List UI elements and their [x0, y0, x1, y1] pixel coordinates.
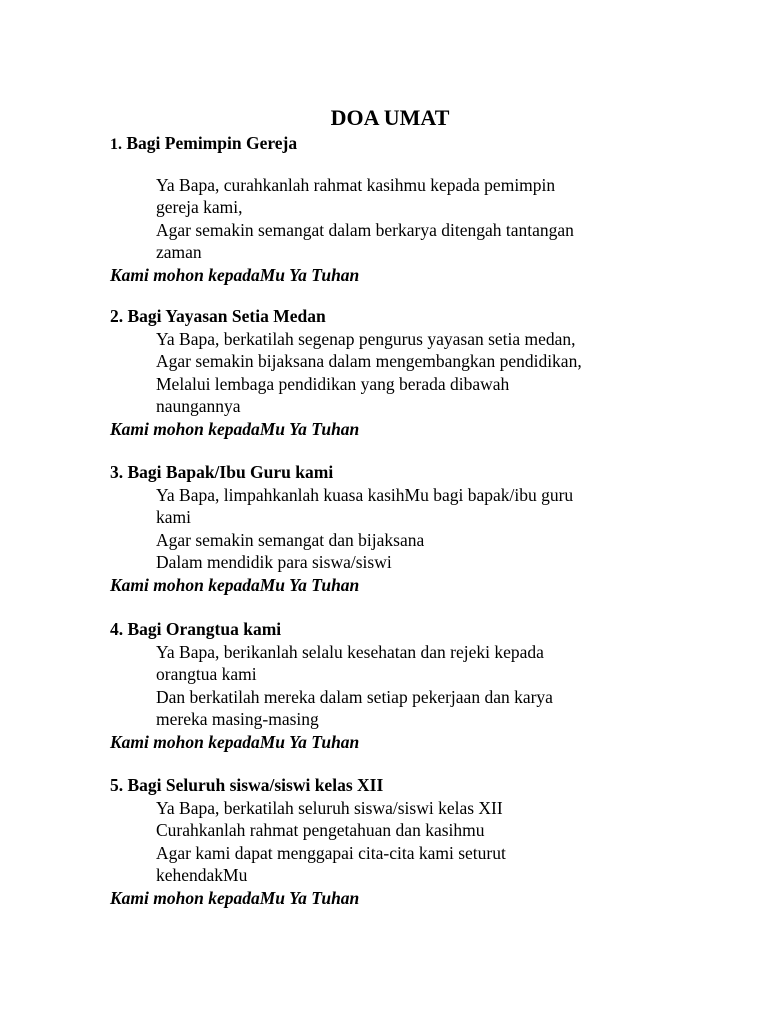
- section-heading: [110, 618, 710, 641]
- prayer-line: Agar semakin semangat dalam berkarya ditengah tantangan: [156, 219, 574, 240]
- prayer-line: kehendakMu: [156, 865, 248, 885]
- prayer-line: orangtua kami: [156, 664, 257, 684]
- prayer-section-5: [110, 774, 710, 909]
- prayer-line: mereka masing-masing: [156, 709, 319, 729]
- response-line: Kami mohon kepadaMu Ya Tuhan: [110, 731, 360, 752]
- prayer-text: [110, 328, 676, 418]
- prayer-line: Agar semakin bijaksana dalam mengembangkan pendidikan,: [156, 351, 582, 371]
- prayer-line: Ya Bapa, berkatilah seluruh siswa/siswi kelas XII: [156, 797, 503, 818]
- section-heading-text: Bagi Yayasan Setia Medan: [127, 306, 326, 326]
- prayer-section-1: [110, 132, 710, 286]
- prayer-line: Melalui lembaga pendidikan yang berada dibawah: [156, 373, 510, 394]
- prayer-line: Ya Bapa, limpahkanlah kuasa kasihMu bagi bapak/ibu guru: [156, 484, 574, 505]
- section-heading-text: Bagi Orangtua kami: [127, 619, 282, 639]
- prayer-section-2: [110, 305, 710, 440]
- section-number: 5.: [110, 775, 124, 795]
- section-number: 1.: [110, 136, 122, 153]
- prayer-line: Agar semakin semangat dan bijaksana: [156, 529, 425, 550]
- prayer-text: [110, 174, 676, 264]
- section-heading-text: Bagi Bapak/Ibu Guru kami: [127, 462, 334, 482]
- prayer-line: zaman: [156, 242, 202, 262]
- response-line: Kami mohon kepadaMu Ya Tuhan: [110, 418, 360, 439]
- prayer-line: Ya Bapa, berkatilah segenap pengurus yayasan setia medan,: [156, 328, 576, 349]
- section-number: 3.: [110, 462, 124, 482]
- section-heading: [110, 774, 710, 797]
- prayer-line: Dalam mendidik para siswa/siswi: [156, 552, 392, 572]
- section-heading-text: Bagi Seluruh siswa/siswi kelas XII: [127, 775, 384, 795]
- prayer-section-3: [110, 461, 710, 596]
- prayer-line: Agar kami dapat menggapai cita-cita kami seturut: [156, 842, 506, 863]
- prayer-line: gereja kami,: [156, 197, 243, 217]
- prayer-line: Ya Bapa, curahkanlah rahmat kasihmu kepada pemimpin: [156, 174, 556, 195]
- section-heading: [110, 132, 710, 157]
- response-line: Kami mohon kepadaMu Ya Tuhan: [110, 264, 360, 285]
- prayer-text: [110, 484, 676, 574]
- prayer-line: Dan berkatilah mereka dalam setiap pekerjaan dan karya: [156, 686, 553, 707]
- prayer-section-4: [110, 618, 710, 753]
- prayer-line: kami: [156, 507, 191, 527]
- section-heading-text: Bagi Pemimpin Gereja: [126, 133, 298, 153]
- section-heading: [110, 305, 710, 328]
- section-number: 2.: [110, 306, 124, 326]
- prayer-line: Curahkanlah rahmat pengetahuan dan kasihmu: [156, 820, 485, 840]
- page-title: DOA UMAT: [330, 105, 450, 130]
- response-line: Kami mohon kepadaMu Ya Tuhan: [110, 574, 360, 595]
- prayer-line: naungannya: [156, 396, 241, 416]
- prayer-line: Ya Bapa, berikanlah selalu kesehatan dan rejeki kepada: [156, 641, 544, 662]
- prayer-text: [110, 797, 676, 887]
- section-heading: [110, 461, 710, 484]
- section-number: 4.: [110, 619, 124, 639]
- response-line: Kami mohon kepadaMu Ya Tuhan: [110, 887, 360, 908]
- prayer-text: [110, 641, 676, 731]
